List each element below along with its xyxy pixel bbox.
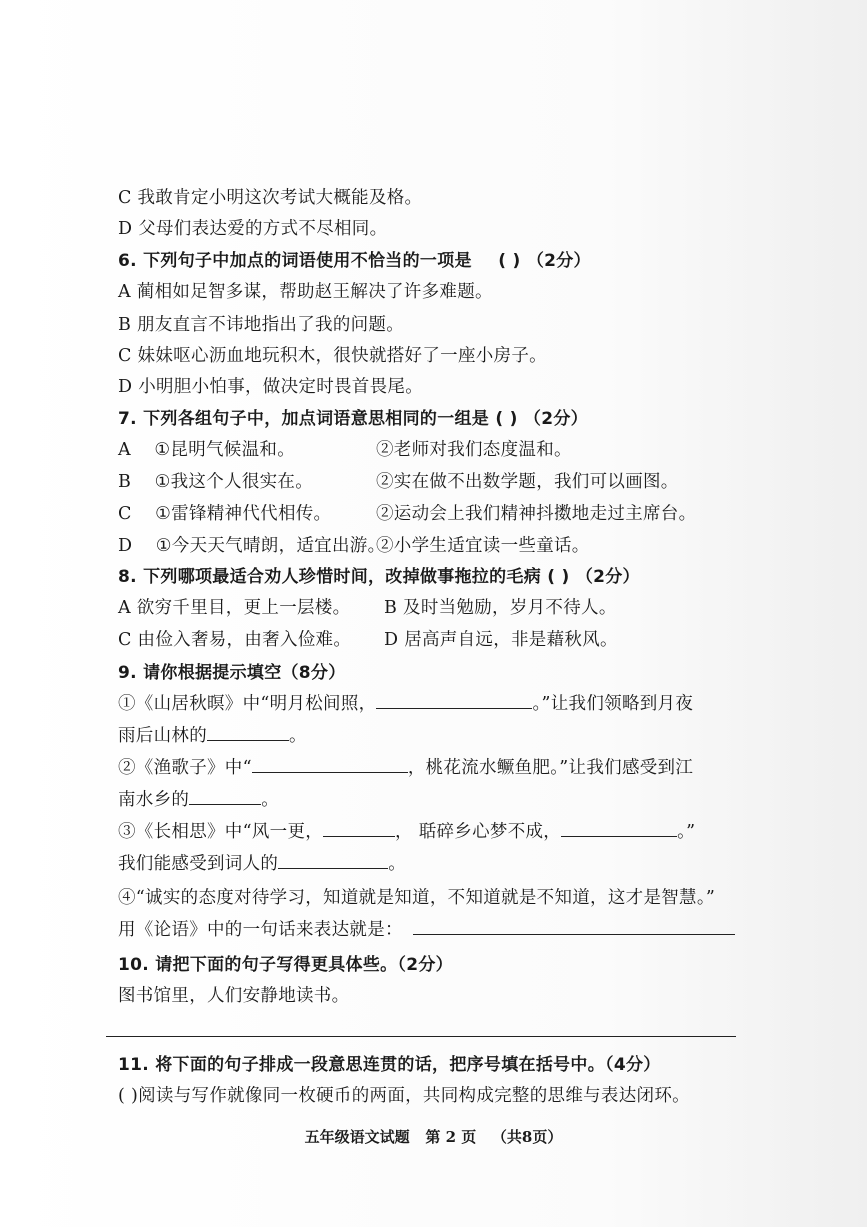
q7-row-c-s2: ②运动会上我们精神抖擞地走过主席台。 — [376, 504, 697, 524]
q8-question: 8. 下列哪项最适合劝人珍惜时间，改掉做事拖拉的毛病 — [118, 567, 542, 587]
q7-row-c: C ①雷锋精神代代相传。 — [118, 504, 332, 524]
q8-title — [118, 562, 640, 587]
footer-grade: 五年级语文试题 — [304, 1128, 410, 1146]
q9-line5: ③《长相思》中“风一更， ， 聒碎乡心梦不成， 。” — [118, 818, 695, 843]
q9-blank-6[interactable] — [561, 819, 677, 838]
q7-row-b-s2: ②实在做不出数学题，我们可以画图。 — [376, 472, 679, 492]
q10-answer-line[interactable] — [106, 1036, 736, 1037]
q9-blank-5[interactable] — [323, 819, 395, 838]
q11-sentence-1: ( )阅读与写作就像同一枚硬币的两面，共同构成完整的思维与表达闭环。 — [118, 1086, 690, 1106]
q9-blank-7[interactable] — [278, 851, 388, 870]
q6-answer-paren[interactable]: ( ) — [498, 251, 521, 271]
q9-line1: ①《山居秋暝》中“明月松间照， 。”让我们领略到月夜 — [118, 690, 693, 715]
q6-option-b: B 朋友直言不讳地指出了我的问题。 — [118, 315, 405, 335]
q6-option-c: C 妹妹呕心沥血地玩积木，很快就搭好了一座小房子。 — [118, 346, 547, 366]
q7-row-d-s2: ②小学生适宜读一些童话。 — [376, 536, 590, 556]
q9-blank-8[interactable] — [413, 917, 735, 936]
q9-blank-2[interactable] — [207, 723, 289, 742]
q6-score: （2分） — [526, 251, 591, 271]
q6-option-a: A 蔺相如足智多谋，帮助赵王解决了许多难题。 — [118, 282, 493, 302]
q8-option-a: A 欲穷千里目，更上一层楼。 — [118, 598, 351, 618]
q9-line2: 雨后山林的 。 — [118, 722, 307, 747]
q6-title — [118, 246, 591, 271]
q8-score: （2分） — [575, 567, 640, 587]
q11-title: 11. 将下面的句子排成一段意思连贯的话，把序号填在括号中。（4分） — [118, 1055, 661, 1075]
q8-option-c: C 由俭入奢易，由奢入俭难。 — [118, 630, 352, 650]
q7-title — [118, 404, 588, 429]
q7-row-a: A ①昆明气候温和。 — [118, 440, 295, 460]
q5-option-c: C 我敢肯定小明这次考试大概能及格。 — [118, 188, 423, 208]
q8-answer-paren[interactable]: ( ) — [547, 567, 570, 587]
page-footer — [0, 1126, 867, 1147]
q11-answer-paren-1[interactable]: ( ) — [118, 1086, 139, 1106]
q8-option-d: D 居高声自远，非是藉秋风。 — [384, 630, 618, 650]
q9-blank-3[interactable] — [252, 755, 408, 774]
q9-blank-4[interactable] — [189, 787, 261, 806]
footer-page: 第 2 页 — [425, 1128, 477, 1146]
q7-question: 7. 下列各组句子中，加点词语意思相同的一组是 — [118, 409, 490, 429]
q10-sentence: 图书馆里，人们安静地读书。 — [118, 986, 350, 1006]
q6-option-d: D 小明胆小怕事，做决定时畏首畏尾。 — [118, 377, 423, 397]
q9-title: 9. 请你根据提示填空（8分） — [118, 663, 346, 683]
q7-score: （2分） — [523, 409, 588, 429]
q8-option-b: B 及时当勉励，岁月不待人。 — [384, 598, 617, 618]
q5-option-d: D 父母们表达爱的方式不尽相同。 — [118, 219, 388, 239]
q7-answer-paren[interactable]: ( ) — [495, 409, 518, 429]
q9-line8: 用《论语》中的一句话来表达就是： — [118, 916, 735, 941]
q9-blank-1[interactable] — [376, 691, 532, 710]
q7-row-b: B ①我这个人很实在。 — [118, 472, 314, 492]
footer-total: （共8页） — [491, 1128, 563, 1146]
q6-question: 6. 下列句子中加点的词语使用不恰当的一项是 — [118, 251, 472, 271]
q9-line7: ④“诚实的态度对待学习，知道就是知道，不知道就是不知道，这才是智慧。” — [118, 888, 716, 908]
q10-title: 10. 请把下面的句子写得更具体些。（2分） — [118, 955, 453, 975]
q9-line4: 南水乡的 。 — [118, 786, 279, 811]
q7-row-d: D ①今天天气晴朗，适宜出游。 — [118, 536, 386, 556]
q7-row-a-s2: ②老师对我们态度温和。 — [376, 440, 572, 460]
q9-line3: ②《渔歌子》中“ ，桃花流水鳜鱼肥。”让我们感受到江 — [118, 754, 693, 779]
q9-line6: 我们能感受到词人的 。 — [118, 850, 406, 875]
